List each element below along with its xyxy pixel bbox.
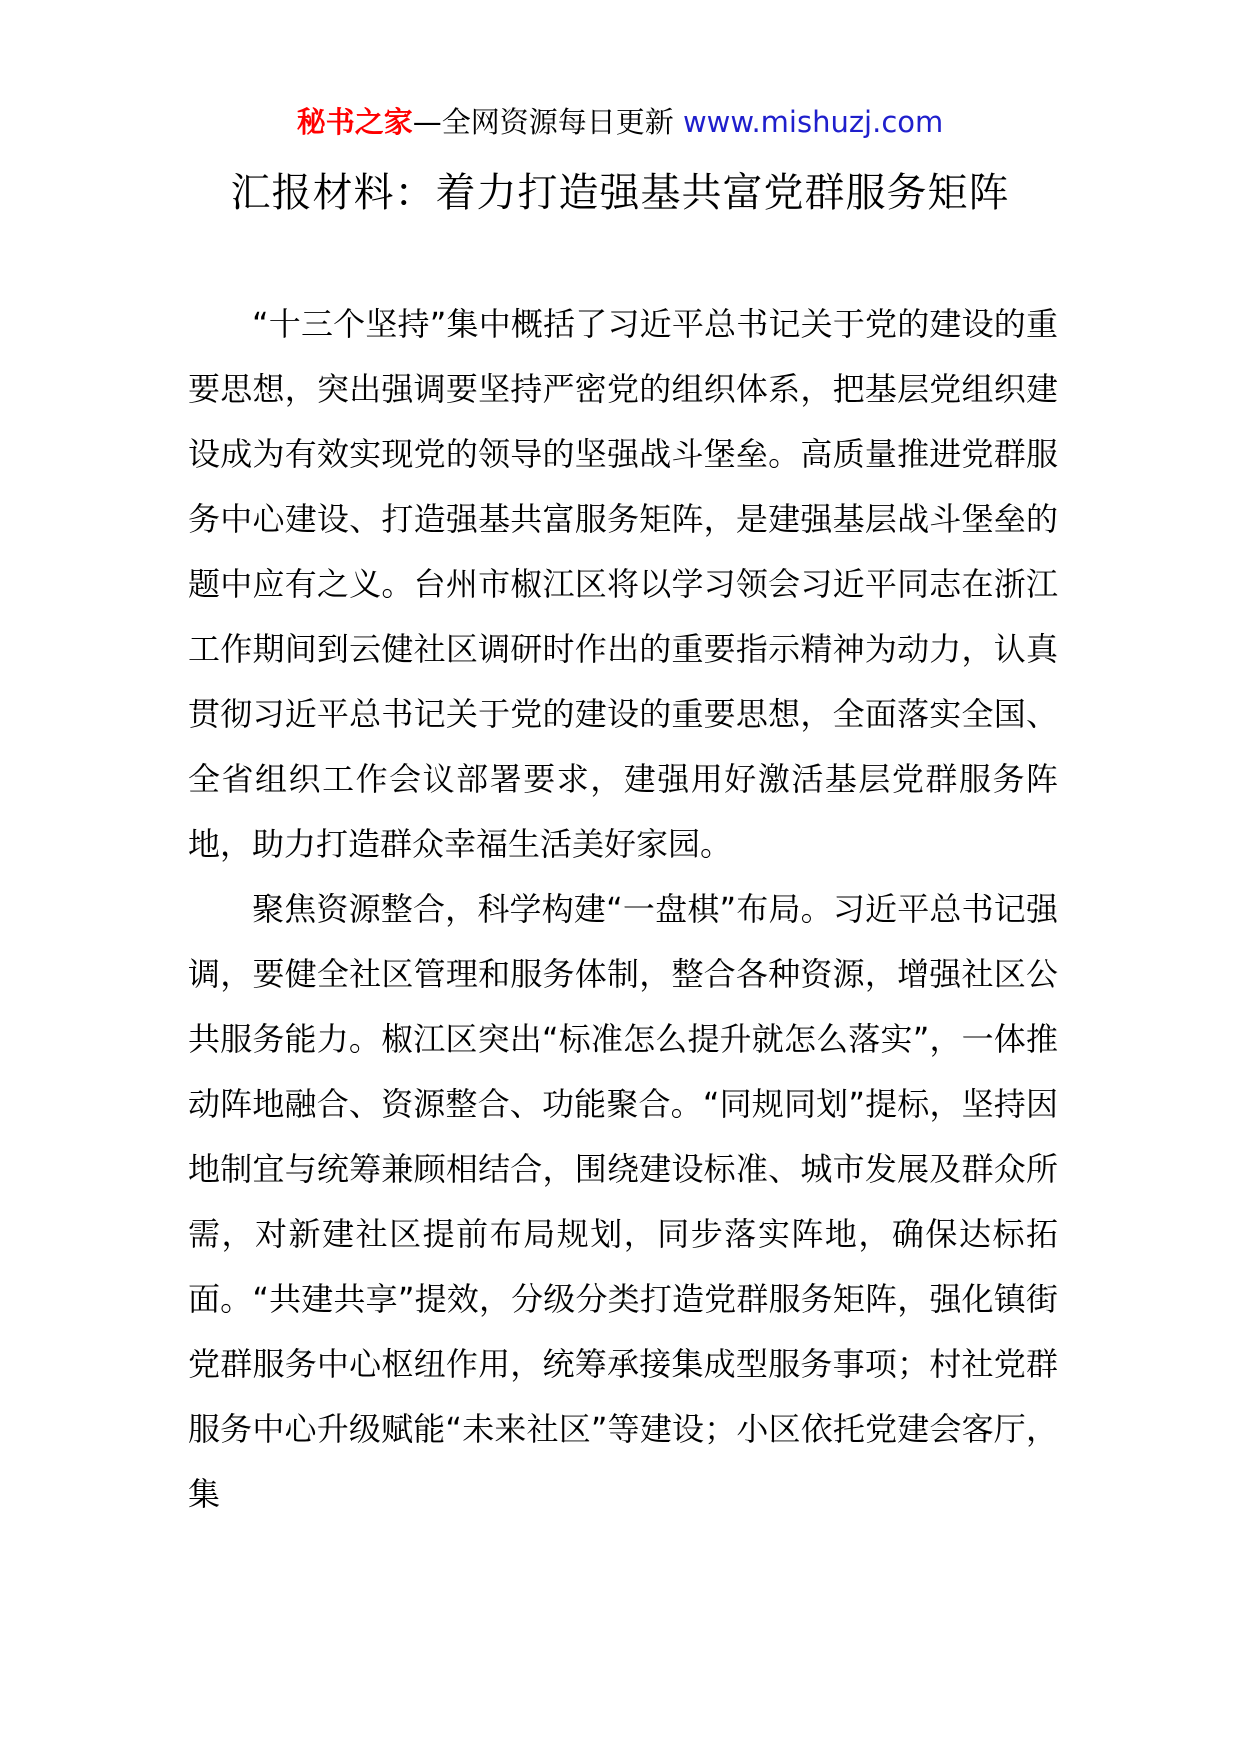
- site-tagline: —全网资源每日更新: [412, 105, 674, 139]
- site-brand: 秘书之家: [296, 105, 413, 139]
- site-url-link[interactable]: www.mishuzj.com: [682, 105, 944, 139]
- site-header: [0, 102, 1240, 142]
- document-title: 汇报材料：着力打造强基共富党群服务矩阵: [230, 170, 1010, 216]
- paragraph-intro: “十三个坚持”集中概括了习近平总书记关于党的建设的重要思想，突出强调要坚持严密党的组织体系，把基层党组织建设成为有效实现党的领导的坚强战斗堡垒。高质量推进党群服务中心建设、打造强基共富服务矩阵，是建强基层战斗堡垒的题中应有之义。台州市椒江区将以学习领会习近平同志在浙江工作期间到云健社区调研时作出的重要指示精神为动力，认真贯彻习近平总书记关于党的建设的重要思想，全面落实全国、全省组织工作会议部署要求，建强用好激活基层党群服务阵地，助力打造群众幸福生活美好家园。: [188, 305, 1058, 863]
- document-body: [188, 292, 1058, 1527]
- paragraph-resource-integration: 聚焦资源整合，科学构建“一盘棋”布局。习近平总书记强调，要健全社区管理和服务体制，整合各种资源，增强社区公共服务能力。椒江区突出“标准怎么提升就怎么落实”，一体推动阵地融合、资源整合、功能聚合。“同规同划”提标，坚持因地制宜与统筹兼顾相结合，围绕建设标准、城市发展及群众所需，对新建社区提前布局规划，同步落实阵地，确保达标拓面。“共建共享”提效，分级分类打造党群服务矩阵，强化镇街党群服务中心枢纽作用，统筹承接集成型服务事项；村社党群服务中心升级赋能“未来社区”等建设；小区依托党建会客厅，集: [188, 890, 1058, 1513]
